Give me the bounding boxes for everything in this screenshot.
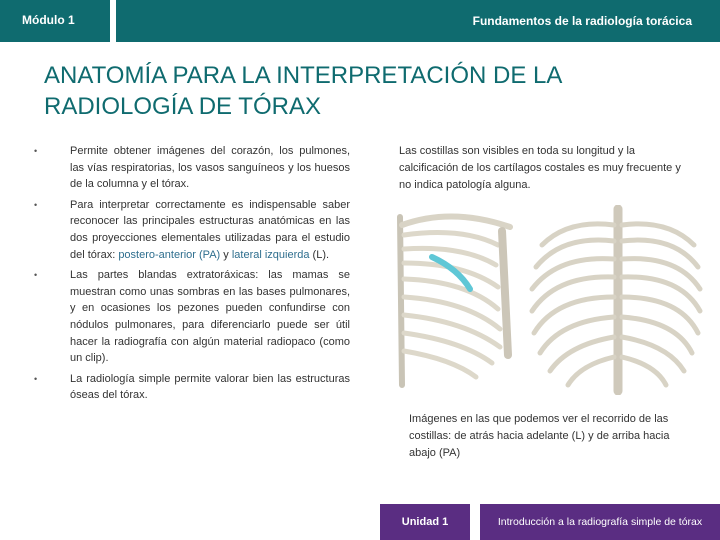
list-item <box>34 267 350 367</box>
bullet-text: Las partes blandas extratoráxicas: las mamas se muestran como unas sombras en las bases pulmonares, y en ocasiones los pezones pueden confundirse con nódulos pulmonares, para diferenciarlo puede ser útil hacer la radiografía con algún material radiopaco (como un clip). <box>70 269 350 365</box>
module-tab <box>0 0 116 42</box>
ribs-description: Las costillas son visibles en toda su longitud y la calcificación de los cartílagos costales es muy frecuente y no indica patología alguna. <box>399 145 681 191</box>
bullet-text-end: (L). <box>309 248 330 261</box>
bullet-icon: • <box>34 199 38 210</box>
frontal-rib-cage <box>532 209 700 391</box>
course-title: Fundamentos de la radiología torácica <box>472 14 692 28</box>
bullet-text: Para interpretar correctamente es indispensable saber reconocer las principales estructuras anatómicas en las dos proyecciones elementales utilizadas para el estudio del tórax: <box>70 198 350 261</box>
bullet-text: La radiología simple permite valorar bien las estructuras óseas del tórax. <box>70 372 350 402</box>
highlight-pa: postero-anterior (PA) <box>118 248 221 261</box>
bullet-text: Permite obtener imágenes del corazón, los pulmones, las vías respiratorias, los vasos sanguíneos y los huesos de la columna y el tórax. <box>70 145 350 191</box>
rib-cage-svg <box>392 205 704 395</box>
page-title: ANATOMÍA PARA LA INTERPRETACIÓN DE LA RADIOLOGÍA DE TÓRAX <box>44 62 562 120</box>
highlight-lateral: lateral izquierda <box>231 248 310 261</box>
footer-title: Introducción a la radiografía simple de tórax <box>480 504 720 540</box>
list-item <box>34 197 350 263</box>
bullet-icon: • <box>34 270 38 281</box>
bullet-icon: • <box>34 146 38 156</box>
bullet-icon: • <box>34 373 38 384</box>
module-label: Módulo 1 <box>22 13 75 27</box>
rib-cage-illustration <box>392 205 704 395</box>
image-caption: Imágenes en las que podemos ver el recorrido de las costillas: de atrás hacia adelante (L) y de arriba hacia abajo (PA) <box>409 413 670 459</box>
footer-unit: Unidad 1 <box>380 504 470 540</box>
lateral-rib-cage <box>400 216 510 385</box>
bullet-text-middle: y <box>220 248 232 261</box>
top-bar <box>0 0 720 42</box>
bullet-list <box>34 143 350 408</box>
list-item <box>34 143 350 193</box>
list-item <box>34 371 350 404</box>
